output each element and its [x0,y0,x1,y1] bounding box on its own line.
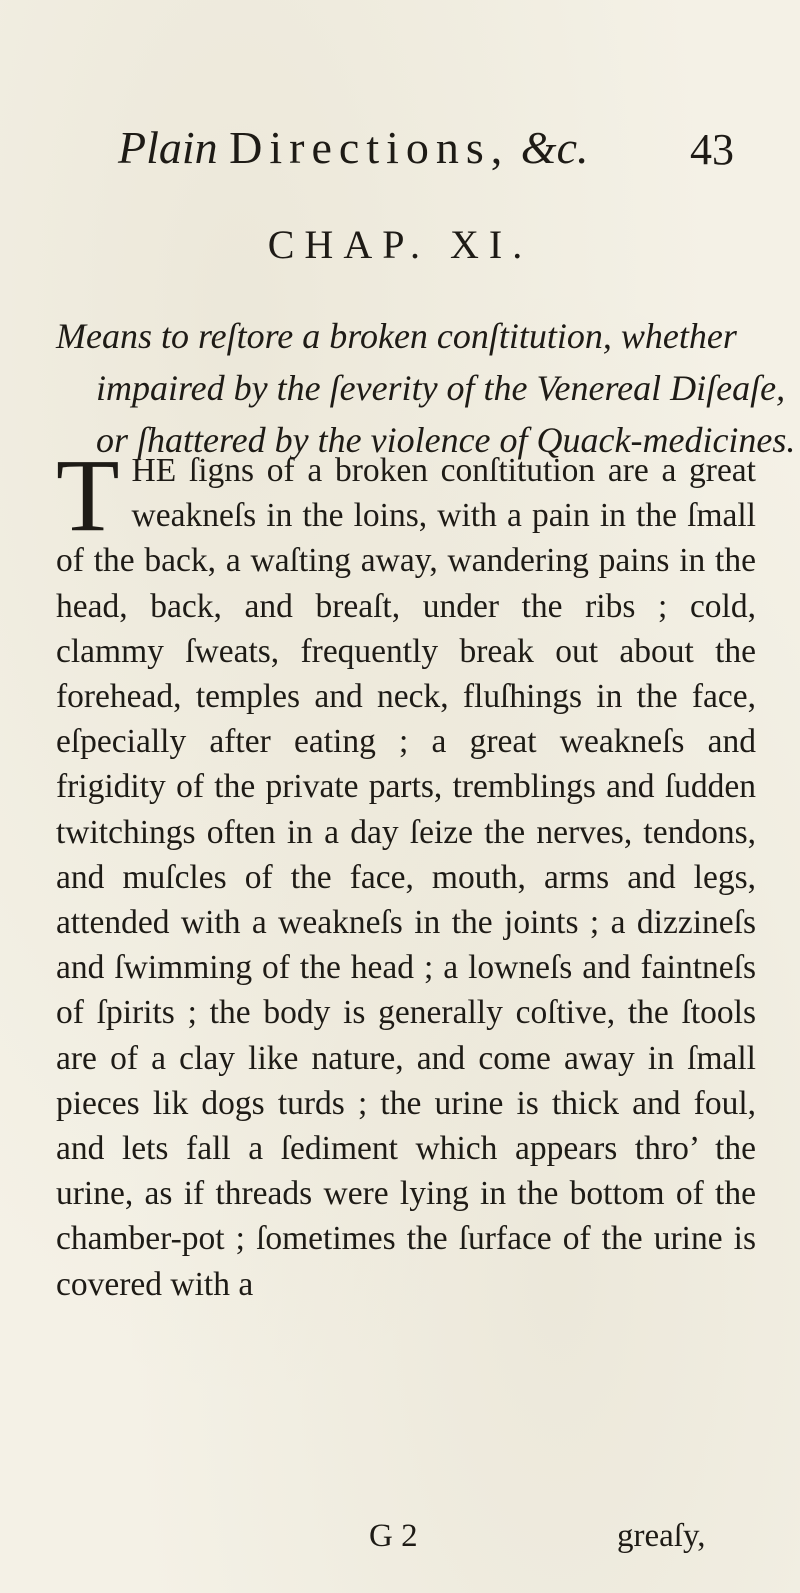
running-head-etc: &c. [520,122,589,173]
body-paragraph [56,438,756,1307]
drop-cap: T [56,438,120,553]
body-text: HE ſigns of a broken conſtitution are a great weakneſs in the loins, with a pain in the ſmall of the back, a waſting away, wandering pains in the head, back, and breaſt, under the ribs ; cold, clammy ſweats, frequently break out about the forehead, temples and neck, fluſhings in the face, eſpecially after eating ; a great weakneſs and frigidity of the private parts, tremblings and ſudden twitchings often in a day ſeize the nerves, tendons, and muſcles of the face, mouth, arms and legs, attended with a weakneſs in the joints ; a dizzineſs and ſwimming of the head ; a lowneſs and faintneſs of ſpirits ; the body is generally coſtive, the ſtools are of a clay like nature, and come away in ſmall pieces lik dogs turds ; the urine is thick and foul, and lets fall a ſediment which appears thro’ the urine, as if threads were lying in the bottom of the chamber-pot ; ſometimes the ſurface of the urine is covered with a [56,452,756,1303]
running-head [118,120,718,176]
running-head-italic: Plain [118,122,218,173]
chapter-subtitle: Means to reſtore a broken conſtitution, whether impaired by the ſeverity of the Venereal Diſeaſe, or ſhattered by the violence of Quack-medicines. [56,316,796,460]
signature-mark: G 2 [369,1518,418,1554]
catchword: greaſy, [617,1518,706,1554]
running-head-title: Directions, [229,122,510,173]
chapter-heading: CHAP. XI. [267,222,533,267]
catchline [0,1514,800,1558]
page-number: 43 [690,125,734,174]
